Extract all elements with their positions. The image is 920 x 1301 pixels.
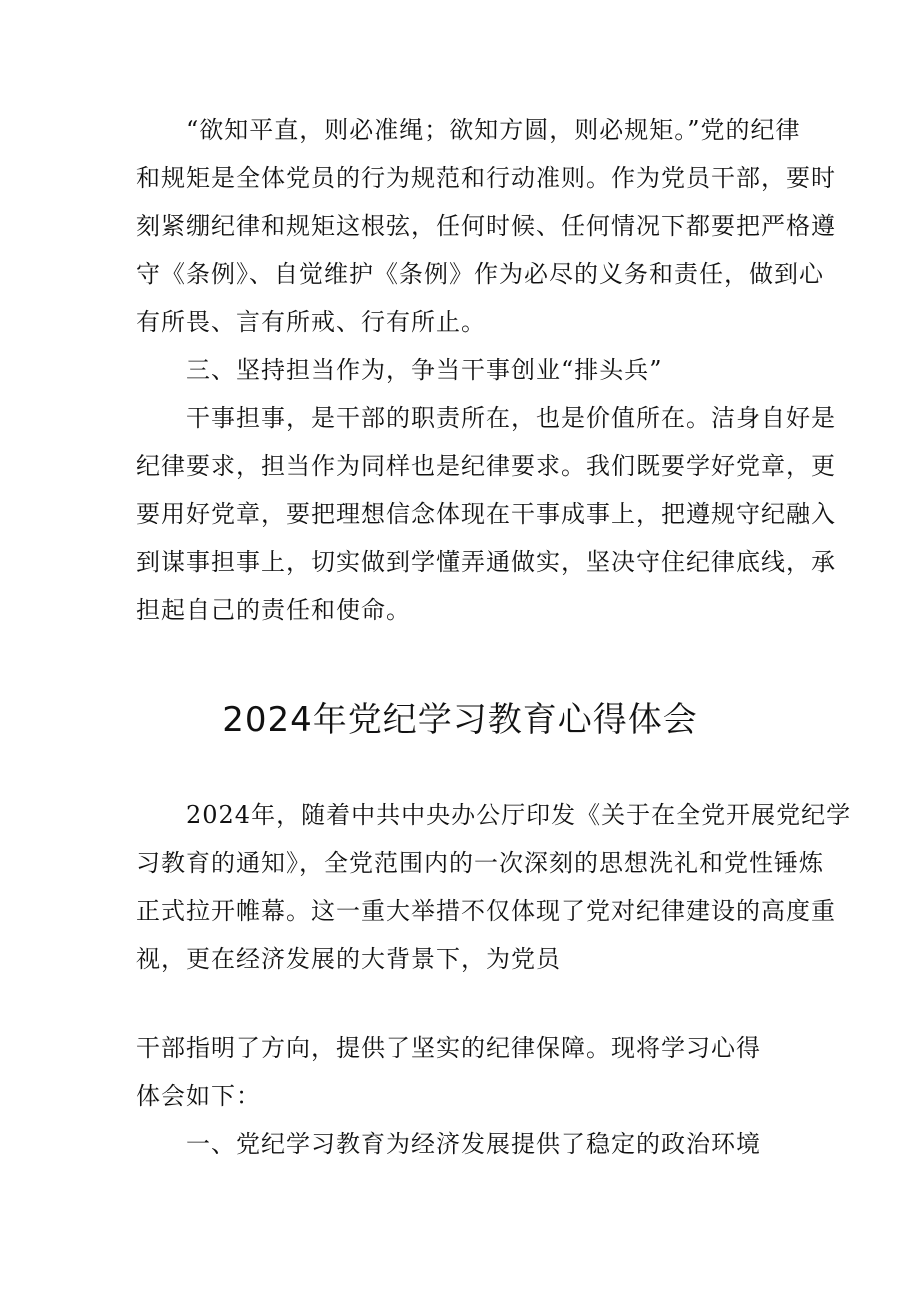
para2-line-3: 要用好党章，要把理想信念体现在干事成事上，把遵规守纪融入 xyxy=(136,500,836,528)
intro-line-3: 正式拉开帷幕。这一重大举措不仅体现了党对纪律建设的高度重 xyxy=(136,897,836,925)
para2-line-2: 纪律要求，担当作为同样也是纪律要求。我们既要学好党章，更 xyxy=(136,452,836,480)
intro-line-4: 视，更在经济发展的大背景下，为党员 xyxy=(136,945,561,973)
para2-line-5: 担起自己的责任和使命。 xyxy=(136,596,411,624)
intro-line-2: 习教育的通知》，全党范围内的一次深刻的思想洗礼和党性锤炼 xyxy=(136,849,824,877)
cont-line-1: 干部指明了方向，提供了坚实的纪律保障。现将学习心得 xyxy=(136,1034,761,1062)
section-heading-1: 一、党纪学习教育为经济发展提供了稳定的政治环境 xyxy=(186,1130,761,1158)
para1-line-3: 刻紧绷纪律和规矩这根弦，任何时候、任何情况下都要把严格遵 xyxy=(136,212,836,240)
section-heading-3: 三、坚持担当作为，争当干事创业“排头兵” xyxy=(186,356,663,384)
para1-line-4: 守《条例》、自觉维护《条例》作为必尽的义务和责任，做到心 xyxy=(136,260,824,288)
cont-line-2: 体会如下： xyxy=(136,1082,261,1110)
para2-line-4: 到谋事担事上，切实做到学懂弄通做实，坚决守住纪律底线，承 xyxy=(136,548,836,576)
intro-line-1: 2024年，随着中共中央办公厅印发《关于在全党开展党纪学 xyxy=(186,801,852,829)
para1-line-2: 和规矩是全体党员的行为规范和行动准则。作为党员干部，要时 xyxy=(136,164,836,192)
para1-line-1: “欲知平直，则必准绳；欲知方圆，则必规矩。”党的纪律 xyxy=(186,116,801,144)
para1-line-5: 有所畏、言有所戒、行有所止。 xyxy=(136,308,486,336)
article-title: 2024年党纪学习教育心得体会 xyxy=(222,700,698,740)
para2-line-1: 干事担事，是干部的职责所在，也是价值所在。洁身自好是 xyxy=(186,404,836,432)
